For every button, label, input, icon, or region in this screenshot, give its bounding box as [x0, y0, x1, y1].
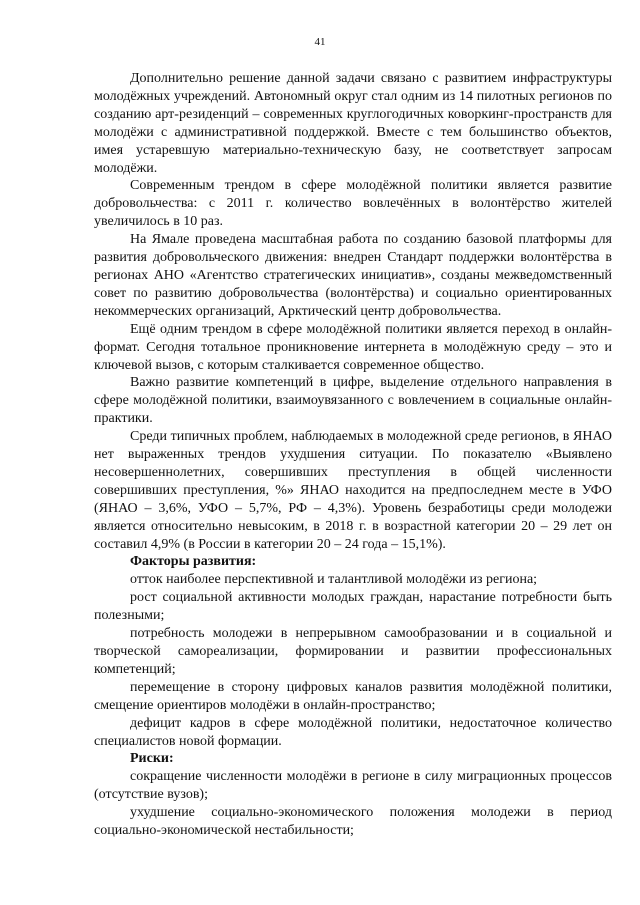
factor-item: перемещение в сторону цифровых каналов развития молодёжной политики, смещение ориентиров молодёжи в онлайн-пространство; [94, 679, 612, 713]
page-body [94, 70, 612, 840]
risk-item: ухудшение социально-экономического положения молодежи в период социально-экономической нестабильности; [94, 805, 612, 839]
factors-heading: Факторы развития: [130, 554, 257, 570]
paragraph: На Ямале проведена масштабная работа по созданию базовой платформы для развития добровольческого движения: внедрен Стандарт поддержки волонтёрства в регионах АНО «Агентство стратегических инициатив», созданы межведомственный совет по развитию добровольчества (волонтёрства) и социально ориентированных некоммерческих организаций, Арктический центр добровольчества. [94, 232, 612, 319]
paragraph: Ещё одним трендом в сфере молодёжной политики является переход в онлайн-формат. Сегодня тотальное проникновение интернета в молодёжную среду – это и ключевой вызов, с которым сталкивается современное общество. [94, 321, 612, 373]
paragraph: Среди типичных проблем, наблюдаемых в молодежной среде регионов, в ЯНАО нет выраженных трендов ухудшения ситуации. По показателю «Выявлено несовершеннолетних, совершивших преступления в общей численности совершивших преступления, %» ЯНАО находится на предпоследнем месте в УФО (ЯНАО – 3,6%, УФО – 5,7%, РФ – 4,3%). Уровень безработицы среди молодежи является относительно невысоким, в 2018 г. в возрастной категории 20 – 29 лет он составил 4,9% (в России в категории 20 – 24 года – 15,1%). [94, 429, 612, 552]
paragraph: Современным трендом в сфере молодёжной политики является развитие добровольчества: с 2011 г. количество вовлечённых в волонтёрство жителей увеличилось в 10 раз. [94, 178, 612, 230]
factor-item: потребность молодежи в непрерывном самообразовании и в социальной и творческой самореализации, формировании и развитии профессиональных компетенций; [94, 626, 612, 677]
paragraph: Дополнительно решение данной задачи связано с развитием инфраструктуры молодёжных учреждений. Автономный округ стал одним из 14 пилотных регионов по созданию арт-резиденций – современных круглогодичных коворкинг-пространств для молодёжи с административной поддержкой. Вместе с тем большинство объектов, имея устаревшую материально-техническую базу, не соответствует запросам молодёжи. [94, 71, 612, 176]
page-number: 41 [314, 36, 326, 48]
factor-item: отток наиболее перспективной и талантливой молодёжи из региона; [130, 572, 538, 588]
factor-item: дефицит кадров в сфере молодёжной политики, недостаточное количество специалистов новой формации. [94, 715, 612, 749]
factor-item: рост социальной активности молодых граждан, нарастание потребности быть полезными; [94, 590, 612, 624]
paragraph: Важно развитие компетенций в цифре, выделение отдельного направления в сфере молодёжной политики, взаимоувязанного с вовлечением в социальные онлайн-практики. [94, 375, 612, 427]
risks-heading: Риски: [130, 751, 174, 767]
risk-item: сокращение численности молодёжи в регионе в силу миграционных процессов (отсутствие вузов); [94, 769, 612, 803]
